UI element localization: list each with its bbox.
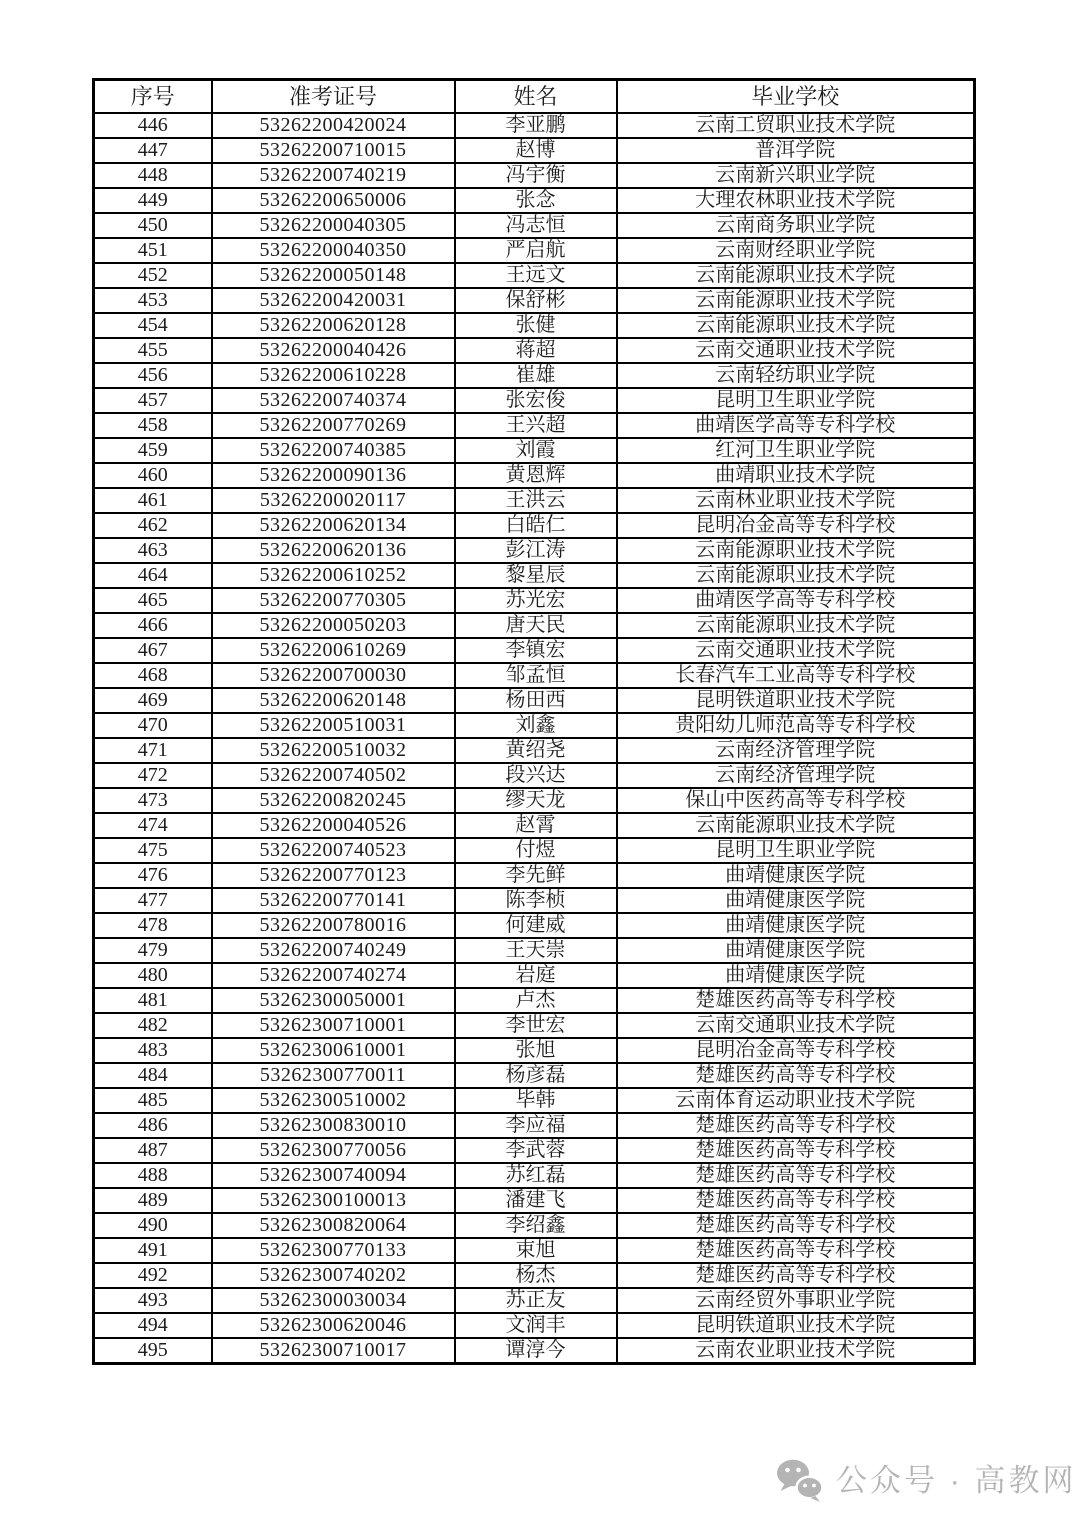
seq-cell: 446 [94,113,212,138]
table-row [94,1263,975,1288]
name-cell: 王兴超 [455,413,617,438]
name-cell: 保舒彬 [455,288,617,313]
exam-id-cell: 53262200740249 [212,938,455,963]
school-cell: 云南能源职业技术学院 [617,538,975,563]
seq-cell: 464 [94,563,212,588]
wechat-icon [776,1459,824,1503]
seq-cell: 447 [94,138,212,163]
table-row [94,563,975,588]
seq-cell: 494 [94,1313,212,1338]
name-cell: 李世宏 [455,1013,617,1038]
exam-id-cell: 53262300050001 [212,988,455,1013]
exam-id-cell: 53262200510031 [212,713,455,738]
seq-cell: 470 [94,713,212,738]
seq-cell: 455 [94,338,212,363]
name-cell: 陈李桢 [455,888,617,913]
seq-cell: 479 [94,938,212,963]
table-row [94,988,975,1013]
exam-id-cell: 53262300830010 [212,1113,455,1138]
name-cell: 杨田西 [455,688,617,713]
table-row [94,838,975,863]
table-row [94,738,975,763]
name-cell: 岩庭 [455,963,617,988]
table-row [94,813,975,838]
school-cell: 云南交通职业技术学院 [617,638,975,663]
name-cell: 赵霄 [455,813,617,838]
school-cell: 云南体育运动职业技术学院 [617,1088,975,1113]
exam-id-cell: 53262200090136 [212,463,455,488]
seq-cell: 459 [94,438,212,463]
school-cell: 云南能源职业技术学院 [617,613,975,638]
seq-cell: 448 [94,163,212,188]
exam-id-cell: 53262200770269 [212,413,455,438]
seq-cell: 451 [94,238,212,263]
name-cell: 杨杰 [455,1263,617,1288]
table-row [94,213,975,238]
school-cell: 曲靖健康医学院 [617,938,975,963]
name-cell: 段兴达 [455,763,617,788]
school-cell: 大理农林职业技术学院 [617,188,975,213]
seq-cell: 461 [94,488,212,513]
table-row [94,1288,975,1313]
table-row [94,1238,975,1263]
exam-id-cell: 53262300510002 [212,1088,455,1113]
header-name: 姓名 [455,80,617,114]
school-cell: 昆明铁道职业技术学院 [617,688,975,713]
name-cell: 潘建飞 [455,1188,617,1213]
exam-id-cell: 53262200620134 [212,513,455,538]
name-cell: 崔雄 [455,363,617,388]
candidates-table [92,78,976,1365]
seq-cell: 456 [94,363,212,388]
table-row [94,1038,975,1063]
table-row [94,338,975,363]
school-cell: 云南经贸外事职业学院 [617,1288,975,1313]
table-row [94,763,975,788]
name-cell: 苏红磊 [455,1163,617,1188]
exam-id-cell: 53262200710015 [212,138,455,163]
table-row [94,363,975,388]
exam-id-cell: 53262300770011 [212,1063,455,1088]
table-row [94,538,975,563]
school-cell: 楚雄医药高等专科学校 [617,1063,975,1088]
seq-cell: 480 [94,963,212,988]
school-cell: 曲靖健康医学院 [617,913,975,938]
seq-cell: 449 [94,188,212,213]
table-row [94,513,975,538]
exam-id-cell: 53262200040350 [212,238,455,263]
name-cell: 束旭 [455,1238,617,1263]
table-row [94,263,975,288]
seq-cell: 484 [94,1063,212,1088]
seq-cell: 486 [94,1113,212,1138]
exam-id-cell: 53262200770305 [212,588,455,613]
table-row [94,413,975,438]
table-row [94,1088,975,1113]
school-cell: 曲靖健康医学院 [617,963,975,988]
name-cell: 谭淳今 [455,1338,617,1364]
seq-cell: 488 [94,1163,212,1188]
exam-id-cell: 53262200020117 [212,488,455,513]
seq-cell: 450 [94,213,212,238]
school-cell: 云南新兴职业学院 [617,163,975,188]
school-cell: 云南经济管理学院 [617,738,975,763]
name-cell: 李武蓉 [455,1138,617,1163]
name-cell: 王洪云 [455,488,617,513]
exam-id-cell: 53262200050148 [212,263,455,288]
exam-id-cell: 53262200770141 [212,888,455,913]
school-cell: 保山中医药高等专科学校 [617,788,975,813]
school-cell: 昆明卫生职业学院 [617,388,975,413]
seq-cell: 469 [94,688,212,713]
seq-cell: 473 [94,788,212,813]
seq-cell: 465 [94,588,212,613]
seq-cell: 495 [94,1338,212,1364]
name-cell: 文润丰 [455,1313,617,1338]
table-row [94,313,975,338]
school-cell: 曲靖医学高等专科学校 [617,413,975,438]
name-cell: 何建威 [455,913,617,938]
school-cell: 楚雄医药高等专科学校 [617,988,975,1013]
seq-cell: 492 [94,1263,212,1288]
seq-cell: 483 [94,1038,212,1063]
exam-id-cell: 53262200420031 [212,288,455,313]
table-row [94,388,975,413]
name-cell: 李镇宏 [455,638,617,663]
table-row [94,788,975,813]
exam-id-cell: 53262200040305 [212,213,455,238]
name-cell: 李绍鑫 [455,1213,617,1238]
seq-cell: 477 [94,888,212,913]
seq-cell: 491 [94,1238,212,1263]
exam-id-cell: 53262200700030 [212,663,455,688]
table-row [94,1138,975,1163]
name-cell: 王天崇 [455,938,617,963]
exam-id-cell: 53262300770133 [212,1238,455,1263]
table-row [94,438,975,463]
seq-cell: 463 [94,538,212,563]
school-cell: 普洱学院 [617,138,975,163]
seq-cell: 472 [94,763,212,788]
table-row [94,488,975,513]
name-cell: 白皓仁 [455,513,617,538]
seq-cell: 458 [94,413,212,438]
seq-cell: 457 [94,388,212,413]
exam-id-cell: 53262300030034 [212,1288,455,1313]
exam-id-cell: 53262300620046 [212,1313,455,1338]
table-row [94,1313,975,1338]
table-row [94,913,975,938]
school-cell: 云南能源职业技术学院 [617,263,975,288]
name-cell: 李先鲜 [455,863,617,888]
school-cell: 长春汽车工业高等专科学校 [617,663,975,688]
exam-id-cell: 53262200740274 [212,963,455,988]
table-row [94,1063,975,1088]
school-cell: 昆明卫生职业学院 [617,838,975,863]
table-row [94,613,975,638]
exam-id-cell: 53262200620136 [212,538,455,563]
school-cell: 云南交通职业技术学院 [617,1013,975,1038]
header-row [94,80,975,114]
exam-id-cell: 53262300820064 [212,1213,455,1238]
name-cell: 毕韩 [455,1088,617,1113]
name-cell: 蒋超 [455,338,617,363]
school-cell: 楚雄医药高等专科学校 [617,1213,975,1238]
header-school: 毕业学校 [617,80,975,114]
exam-id-cell: 53262200620128 [212,313,455,338]
school-cell: 楚雄医药高等专科学校 [617,1263,975,1288]
exam-id-cell: 53262200740374 [212,388,455,413]
name-cell: 付煜 [455,838,617,863]
exam-id-cell: 53262200040426 [212,338,455,363]
school-cell: 云南商务职业学院 [617,213,975,238]
header-exam-id: 准考证号 [212,80,455,114]
name-cell: 苏光宏 [455,588,617,613]
school-cell: 云南能源职业技术学院 [617,813,975,838]
exam-id-cell: 53262200740219 [212,163,455,188]
school-cell: 贵阳幼儿师范高等专科学校 [617,713,975,738]
exam-id-cell: 53262300710017 [212,1338,455,1364]
seq-cell: 466 [94,613,212,638]
name-cell: 李亚鹏 [455,113,617,138]
exam-id-cell: 53262200610228 [212,363,455,388]
seq-cell: 453 [94,288,212,313]
exam-id-cell: 53262200740523 [212,838,455,863]
table-row [94,1213,975,1238]
table-row [94,288,975,313]
table-row [94,713,975,738]
table-row [94,863,975,888]
school-cell: 云南能源职业技术学院 [617,313,975,338]
name-cell: 黄绍尧 [455,738,617,763]
name-cell: 张宏俊 [455,388,617,413]
name-cell: 缪天龙 [455,788,617,813]
school-cell: 云南工贸职业技术学院 [617,113,975,138]
table-row [94,1188,975,1213]
exam-id-cell: 53262200610269 [212,638,455,663]
exam-id-cell: 53262200420024 [212,113,455,138]
school-cell: 云南能源职业技术学院 [617,563,975,588]
seq-cell: 478 [94,913,212,938]
seq-cell: 476 [94,863,212,888]
name-cell: 张健 [455,313,617,338]
school-cell: 云南经济管理学院 [617,763,975,788]
school-cell: 昆明冶金高等专科学校 [617,513,975,538]
seq-cell: 462 [94,513,212,538]
name-cell: 赵博 [455,138,617,163]
table-row [94,463,975,488]
name-cell: 李应福 [455,1113,617,1138]
name-cell: 邹孟恒 [455,663,617,688]
table-row [94,1338,975,1364]
seq-cell: 467 [94,638,212,663]
seq-cell: 452 [94,263,212,288]
seq-cell: 489 [94,1188,212,1213]
school-cell: 昆明冶金高等专科学校 [617,1038,975,1063]
table-row [94,188,975,213]
school-cell: 昆明铁道职业技术学院 [617,1313,975,1338]
seq-cell: 460 [94,463,212,488]
seq-cell: 454 [94,313,212,338]
table-row [94,1163,975,1188]
table-row [94,638,975,663]
exam-id-cell: 53262200650006 [212,188,455,213]
exam-id-cell: 53262200770123 [212,863,455,888]
name-cell: 卢杰 [455,988,617,1013]
table-row [94,138,975,163]
school-cell: 云南轻纺职业学院 [617,363,975,388]
table-row [94,588,975,613]
school-cell: 曲靖健康医学院 [617,863,975,888]
seq-cell: 474 [94,813,212,838]
exam-id-cell: 53262200820245 [212,788,455,813]
name-cell: 黎星辰 [455,563,617,588]
school-cell: 楚雄医药高等专科学校 [617,1113,975,1138]
name-cell: 苏正友 [455,1288,617,1313]
seq-cell: 481 [94,988,212,1013]
exam-id-cell: 53262200780016 [212,913,455,938]
exam-id-cell: 53262200620148 [212,688,455,713]
table-row [94,163,975,188]
name-cell: 唐天民 [455,613,617,638]
table-row [94,938,975,963]
school-cell: 云南农业职业技术学院 [617,1338,975,1364]
exam-id-cell: 53262200740385 [212,438,455,463]
school-cell: 曲靖医学高等专科学校 [617,588,975,613]
name-cell: 彭江涛 [455,538,617,563]
table-row [94,688,975,713]
school-cell: 云南财经职业学院 [617,238,975,263]
seq-cell: 475 [94,838,212,863]
table-row [94,113,975,138]
header-seq: 序号 [94,80,212,114]
watermark-text: 公众号 · 高教网 [836,1463,1077,1498]
name-cell: 刘霞 [455,438,617,463]
name-cell: 王远文 [455,263,617,288]
school-cell: 云南交通职业技术学院 [617,338,975,363]
exam-id-cell: 53262300740094 [212,1163,455,1188]
school-cell: 楚雄医药高等专科学校 [617,1138,975,1163]
school-cell: 楚雄医药高等专科学校 [617,1188,975,1213]
seq-cell: 471 [94,738,212,763]
name-cell: 黄恩辉 [455,463,617,488]
seq-cell: 482 [94,1013,212,1038]
table-row [94,1113,975,1138]
exam-id-cell: 53262200050203 [212,613,455,638]
name-cell: 冯宇衡 [455,163,617,188]
exam-id-cell: 53262300710001 [212,1013,455,1038]
exam-id-cell: 53262300740202 [212,1263,455,1288]
name-cell: 严启航 [455,238,617,263]
school-cell: 云南能源职业技术学院 [617,288,975,313]
seq-cell: 493 [94,1288,212,1313]
name-cell: 杨彦磊 [455,1063,617,1088]
exam-id-cell: 53262200610252 [212,563,455,588]
school-cell: 曲靖健康医学院 [617,888,975,913]
school-cell: 红河卫生职业学院 [617,438,975,463]
name-cell: 冯志恒 [455,213,617,238]
table-row [94,1013,975,1038]
name-cell: 刘鑫 [455,713,617,738]
table-row [94,888,975,913]
school-cell: 曲靖职业技术学院 [617,463,975,488]
table-row [94,963,975,988]
school-cell: 楚雄医药高等专科学校 [617,1163,975,1188]
school-cell: 云南林业职业技术学院 [617,488,975,513]
seq-cell: 485 [94,1088,212,1113]
exam-id-cell: 53262200040526 [212,813,455,838]
exam-id-cell: 53262300610001 [212,1038,455,1063]
seq-cell: 487 [94,1138,212,1163]
table-row [94,238,975,263]
exam-id-cell: 53262200740502 [212,763,455,788]
exam-id-cell: 53262200510032 [212,738,455,763]
seq-cell: 468 [94,663,212,688]
watermark [776,1458,1077,1504]
name-cell: 张旭 [455,1038,617,1063]
exam-id-cell: 53262300770056 [212,1138,455,1163]
seq-cell: 490 [94,1213,212,1238]
name-cell: 张念 [455,188,617,213]
school-cell: 楚雄医药高等专科学校 [617,1238,975,1263]
exam-id-cell: 53262300100013 [212,1188,455,1213]
table-row [94,663,975,688]
